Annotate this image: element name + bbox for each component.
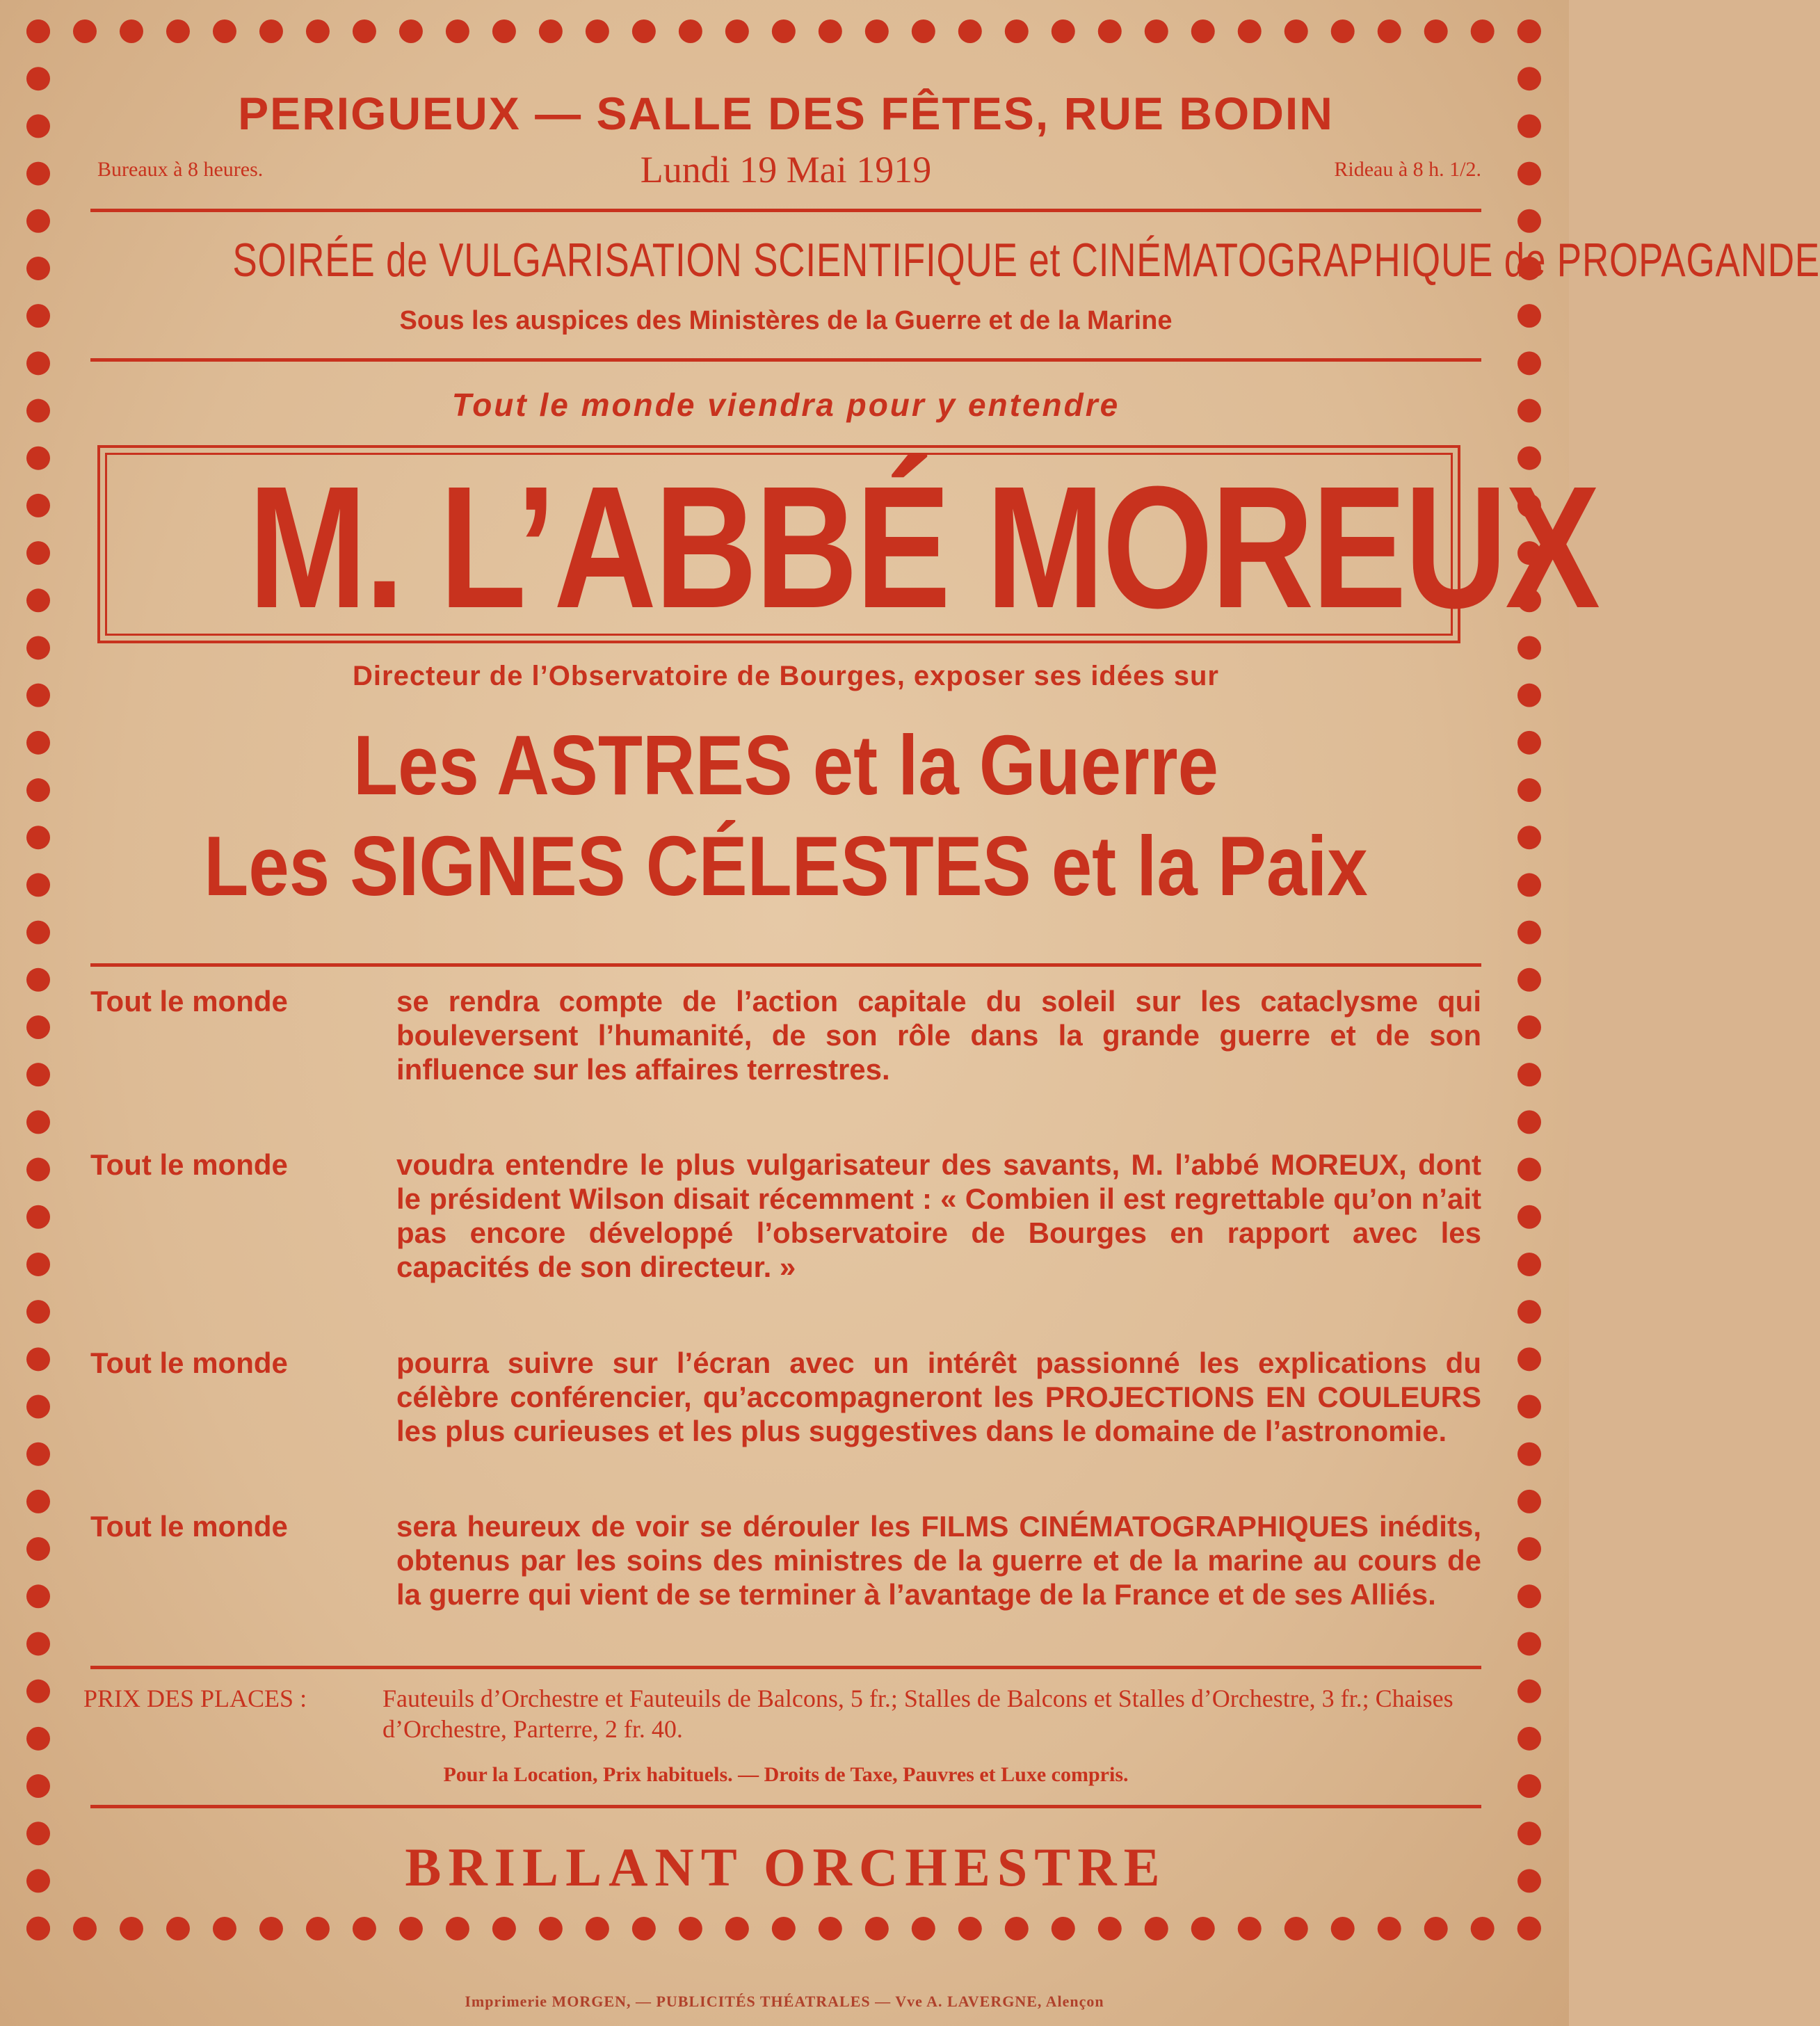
prices-text: Fauteuils d’Orchestre et Fauteuils de Balcons, 5 fr.; Stalles de Balcons et Stalles d’Orchestre, 3 fr.; Chaises d’Orchestre, Parterre, 2 fr. 40. [382, 1685, 1453, 1743]
auspices-line: Sous les auspices des Ministères de la Guerre et de la Marine [399, 306, 1173, 335]
venue-heading: PERIGUEUX — SALLE DES FÊTES, RUE BODIN [238, 88, 1334, 139]
paragraph-body: voudra entendre le plus vulgarisateur des savants, M. l’abbé MOREUX, dont le président Wilson disait récemment : « Combien il est regrettable qu’on n’ait pas encore développé l’observatoire de Bourges en rapport avec les capacités de son directeur. » [396, 1148, 1481, 1283]
date-row [76, 148, 1495, 190]
paragraph-body: pourra suivre sur l’écran avec un intérêt passionné les explications du célèbre conférencier, qu’accompagneront les PROJECTIONS EN COULEURS les plus curieuses et les plus suggestives dans le domaine de l’astronomie. [396, 1346, 1481, 1447]
paragraph-lead: Tout le monde [90, 985, 288, 1018]
paragraph-body: se rendra compte de l’action capitale du soleil sur les cataclysme qui bouleversent l’humanité, de son rôle dans la grande guerre et de son influence sur les affaires terrestres. [396, 985, 1481, 1086]
speaker-name: M. L’ABBÉ MOREUX [248, 450, 1598, 644]
topic-line-1: Les ASTRES et la Guerre [353, 718, 1218, 812]
soiree-title: SOIRÉE de VULGARISATION SCIENTIFIQUE et CINÉMATOGRAPHIQUE de PROPAGANDE [232, 234, 1820, 287]
rideau-time: Rideau à 8 h. 1/2. [1334, 158, 1481, 181]
location-line: Pour la Location, Prix habituels. — Droits de Taxe, Pauvres et Luxe compris. [443, 1763, 1129, 1786]
intro-line: Tout le monde viendra pour y entendre [451, 387, 1120, 423]
orchestra-line: BRILLANT ORCHESTRE [405, 1837, 1167, 1897]
paragraph-lead: Tout le monde [90, 1346, 288, 1379]
divider [90, 1805, 1481, 1808]
poster-content [76, 66, 1820, 1902]
speaker-name-box [97, 445, 1598, 644]
divider [90, 963, 1481, 967]
topic-line-2: Les SIGNES CÉLESTES et la Paix [204, 819, 1368, 913]
divider [90, 358, 1481, 362]
divider [90, 209, 1481, 212]
divider [90, 1666, 1481, 1669]
event-date: Lundi 19 Mai 1919 [640, 149, 932, 191]
bureaux-time: Bureaux à 8 heures. [97, 158, 264, 181]
paragraph-body: sera heureux de voir se dérouler les FILMS CINÉMATOGRAPHIQUES inédits, obtenus par les soins des ministres de la guerre et de la marine au cours de la guerre qui vient de se terminer à l’avantage de la France et de ses Alliés. [396, 1510, 1481, 1611]
paragraph-lead: Tout le monde [90, 1510, 288, 1543]
paragraph-lead: Tout le monde [90, 1148, 288, 1181]
speaker-title: Directeur de l’Observatoire de Bourges, exposer ses idées sur [353, 661, 1219, 691]
prices-label: PRIX DES PLACES : [83, 1685, 307, 1712]
printer-credit: Imprimerie MORGEN, — PUBLICITÉS THÉATRALES — Vve A. LAVERGNE, Alençon [465, 1993, 1104, 2010]
